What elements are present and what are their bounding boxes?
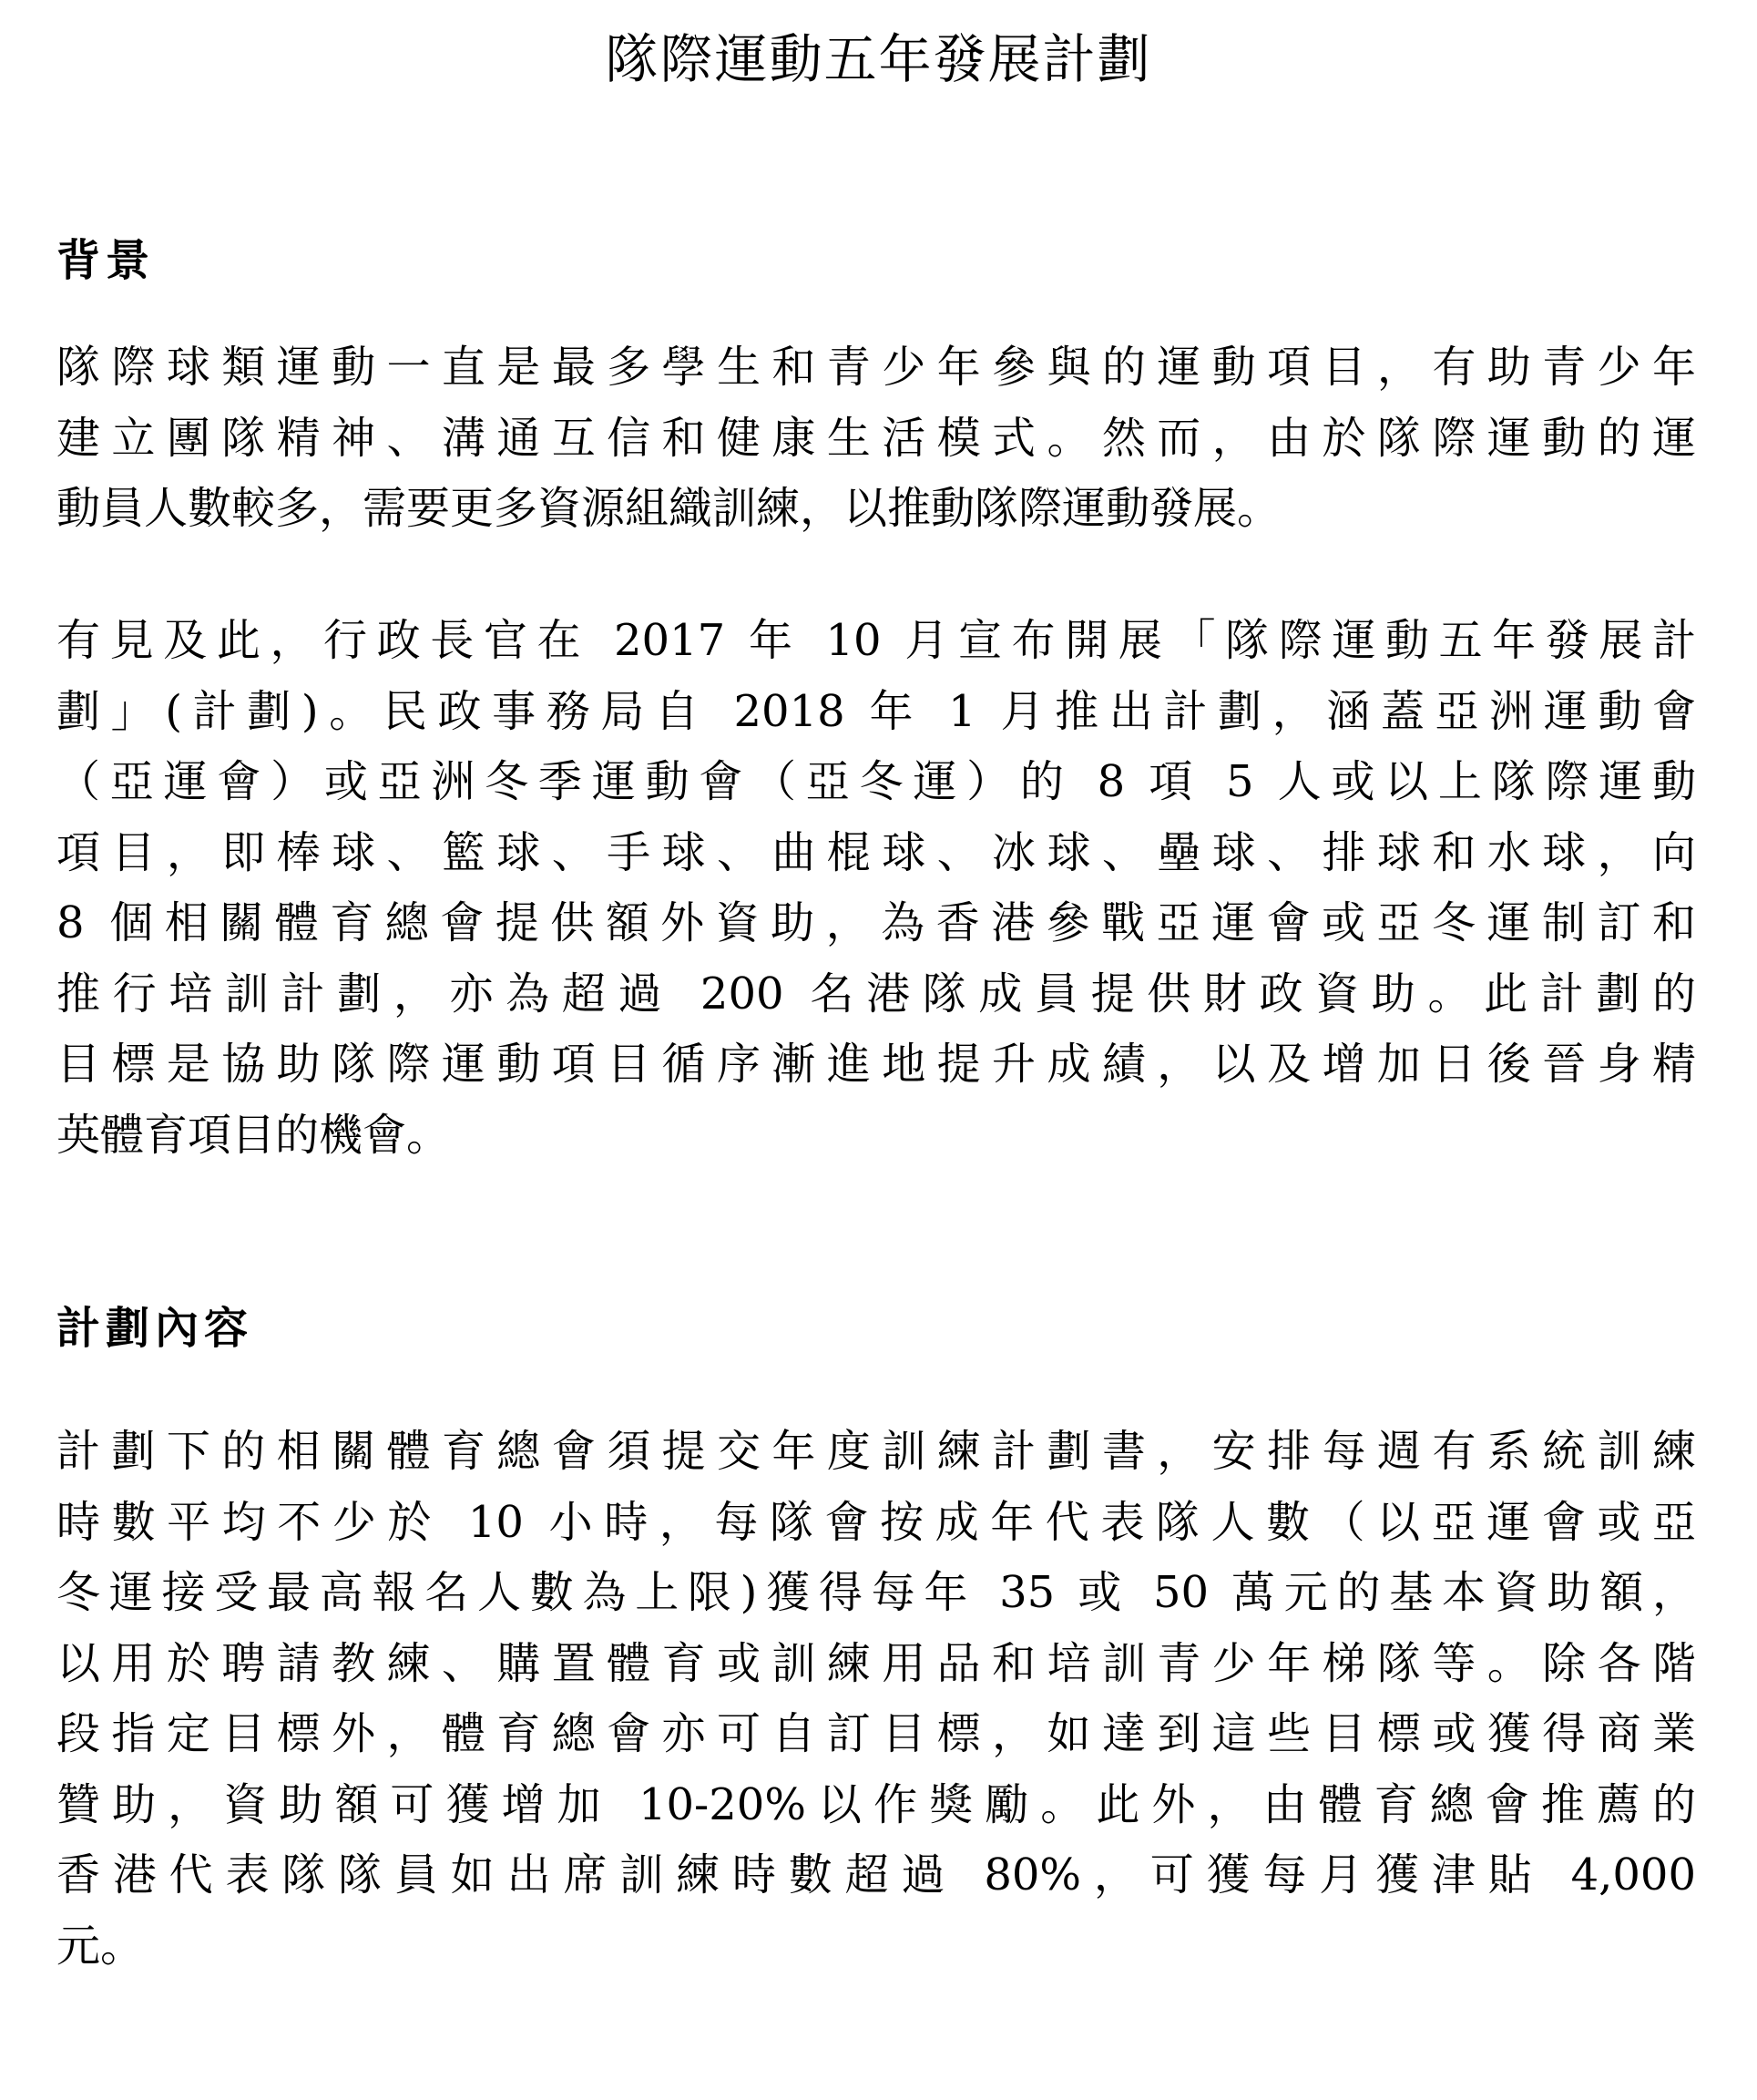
paragraph-line: 計劃下的相關體育總會須提交年度訓練計劃書，安排每週有系統訓練 (56, 1426, 1696, 1477)
paragraph-line: 建立團隊精神、溝通互信和健康生活模式。然而，由於隊際運動的運 (56, 412, 1696, 464)
paragraph-line: 元。 (56, 1920, 145, 1972)
paragraph-line: 隊際球類運動一直是最多學生和青少年參與的運動項目，有助青少年 (56, 342, 1696, 393)
background-paragraph-2 (56, 606, 1696, 1171)
section-heading-background: 背景 (56, 235, 156, 286)
paragraph-line: 冬運接受最高報名人數為上限)獲得每年 35 或 50 萬元的基本資助額， (56, 1567, 1696, 1618)
paragraph-line: 有見及此，行政長官在 2017 年 10 月宣布開展「隊際運動五年發展計 (56, 615, 1696, 666)
paragraph-line: （亞運會）或亞洲冬季運動會（亞冬運）的 8 項 5 人或以上隊際運動 (56, 756, 1696, 807)
page-title: 隊際運動五年發展計劃 (605, 28, 1152, 90)
paragraph-line: 香港代表隊隊員如出席訓練時數超過 80%，可獲每月獲津貼 4,000 (56, 1849, 1696, 1900)
paragraph-line: 以用於聘請教練、購置體育或訓練用品和培訓青少年梯隊等。除各階 (56, 1637, 1696, 1689)
paragraph-line: 推行培訓計劃，亦為超過 200 名港隊成員提供財政資助。此計劃的 (56, 968, 1696, 1019)
paragraph-line: 贊助，資助額可獲增加 10-20%以作獎勵。此外，由體育總會推薦的 (56, 1778, 1696, 1830)
paragraph-line: 目標是協助隊際運動項目循序漸進地提升成績，以及增加日後晉身精 (56, 1039, 1696, 1090)
paragraph-line: 動員人數較多，需要更多資源組織訓練，以推動隊際運動發展。 (56, 483, 1282, 534)
paragraph-line: 劃」(計劃)。民政事務局自 2018 年 1 月推出計劃，涵蓋亞洲運動會 (56, 685, 1696, 737)
paragraph-line: 段指定目標外，體育總會亦可自訂目標，如達到這些目標或獲得商業 (56, 1708, 1696, 1759)
paragraph-line: 項目，即棒球、籃球、手球、曲棍球、冰球、壘球、排球和水球，向 (56, 826, 1696, 878)
paragraph-line: 8 個相關體育總會提供額外資助，為香港參戰亞運會或亞冬運制訂和 (56, 897, 1696, 948)
paragraph-line: 時數平均不少於 10 小時，每隊會按成年代表隊人數（以亞運會或亞 (56, 1496, 1696, 1548)
background-paragraph-1 (56, 333, 1696, 545)
section-heading-plan-content: 計劃內容 (56, 1303, 254, 1354)
paragraph-line: 英體育項目的機會。 (56, 1109, 451, 1161)
plan-content-paragraph (56, 1417, 1696, 1982)
